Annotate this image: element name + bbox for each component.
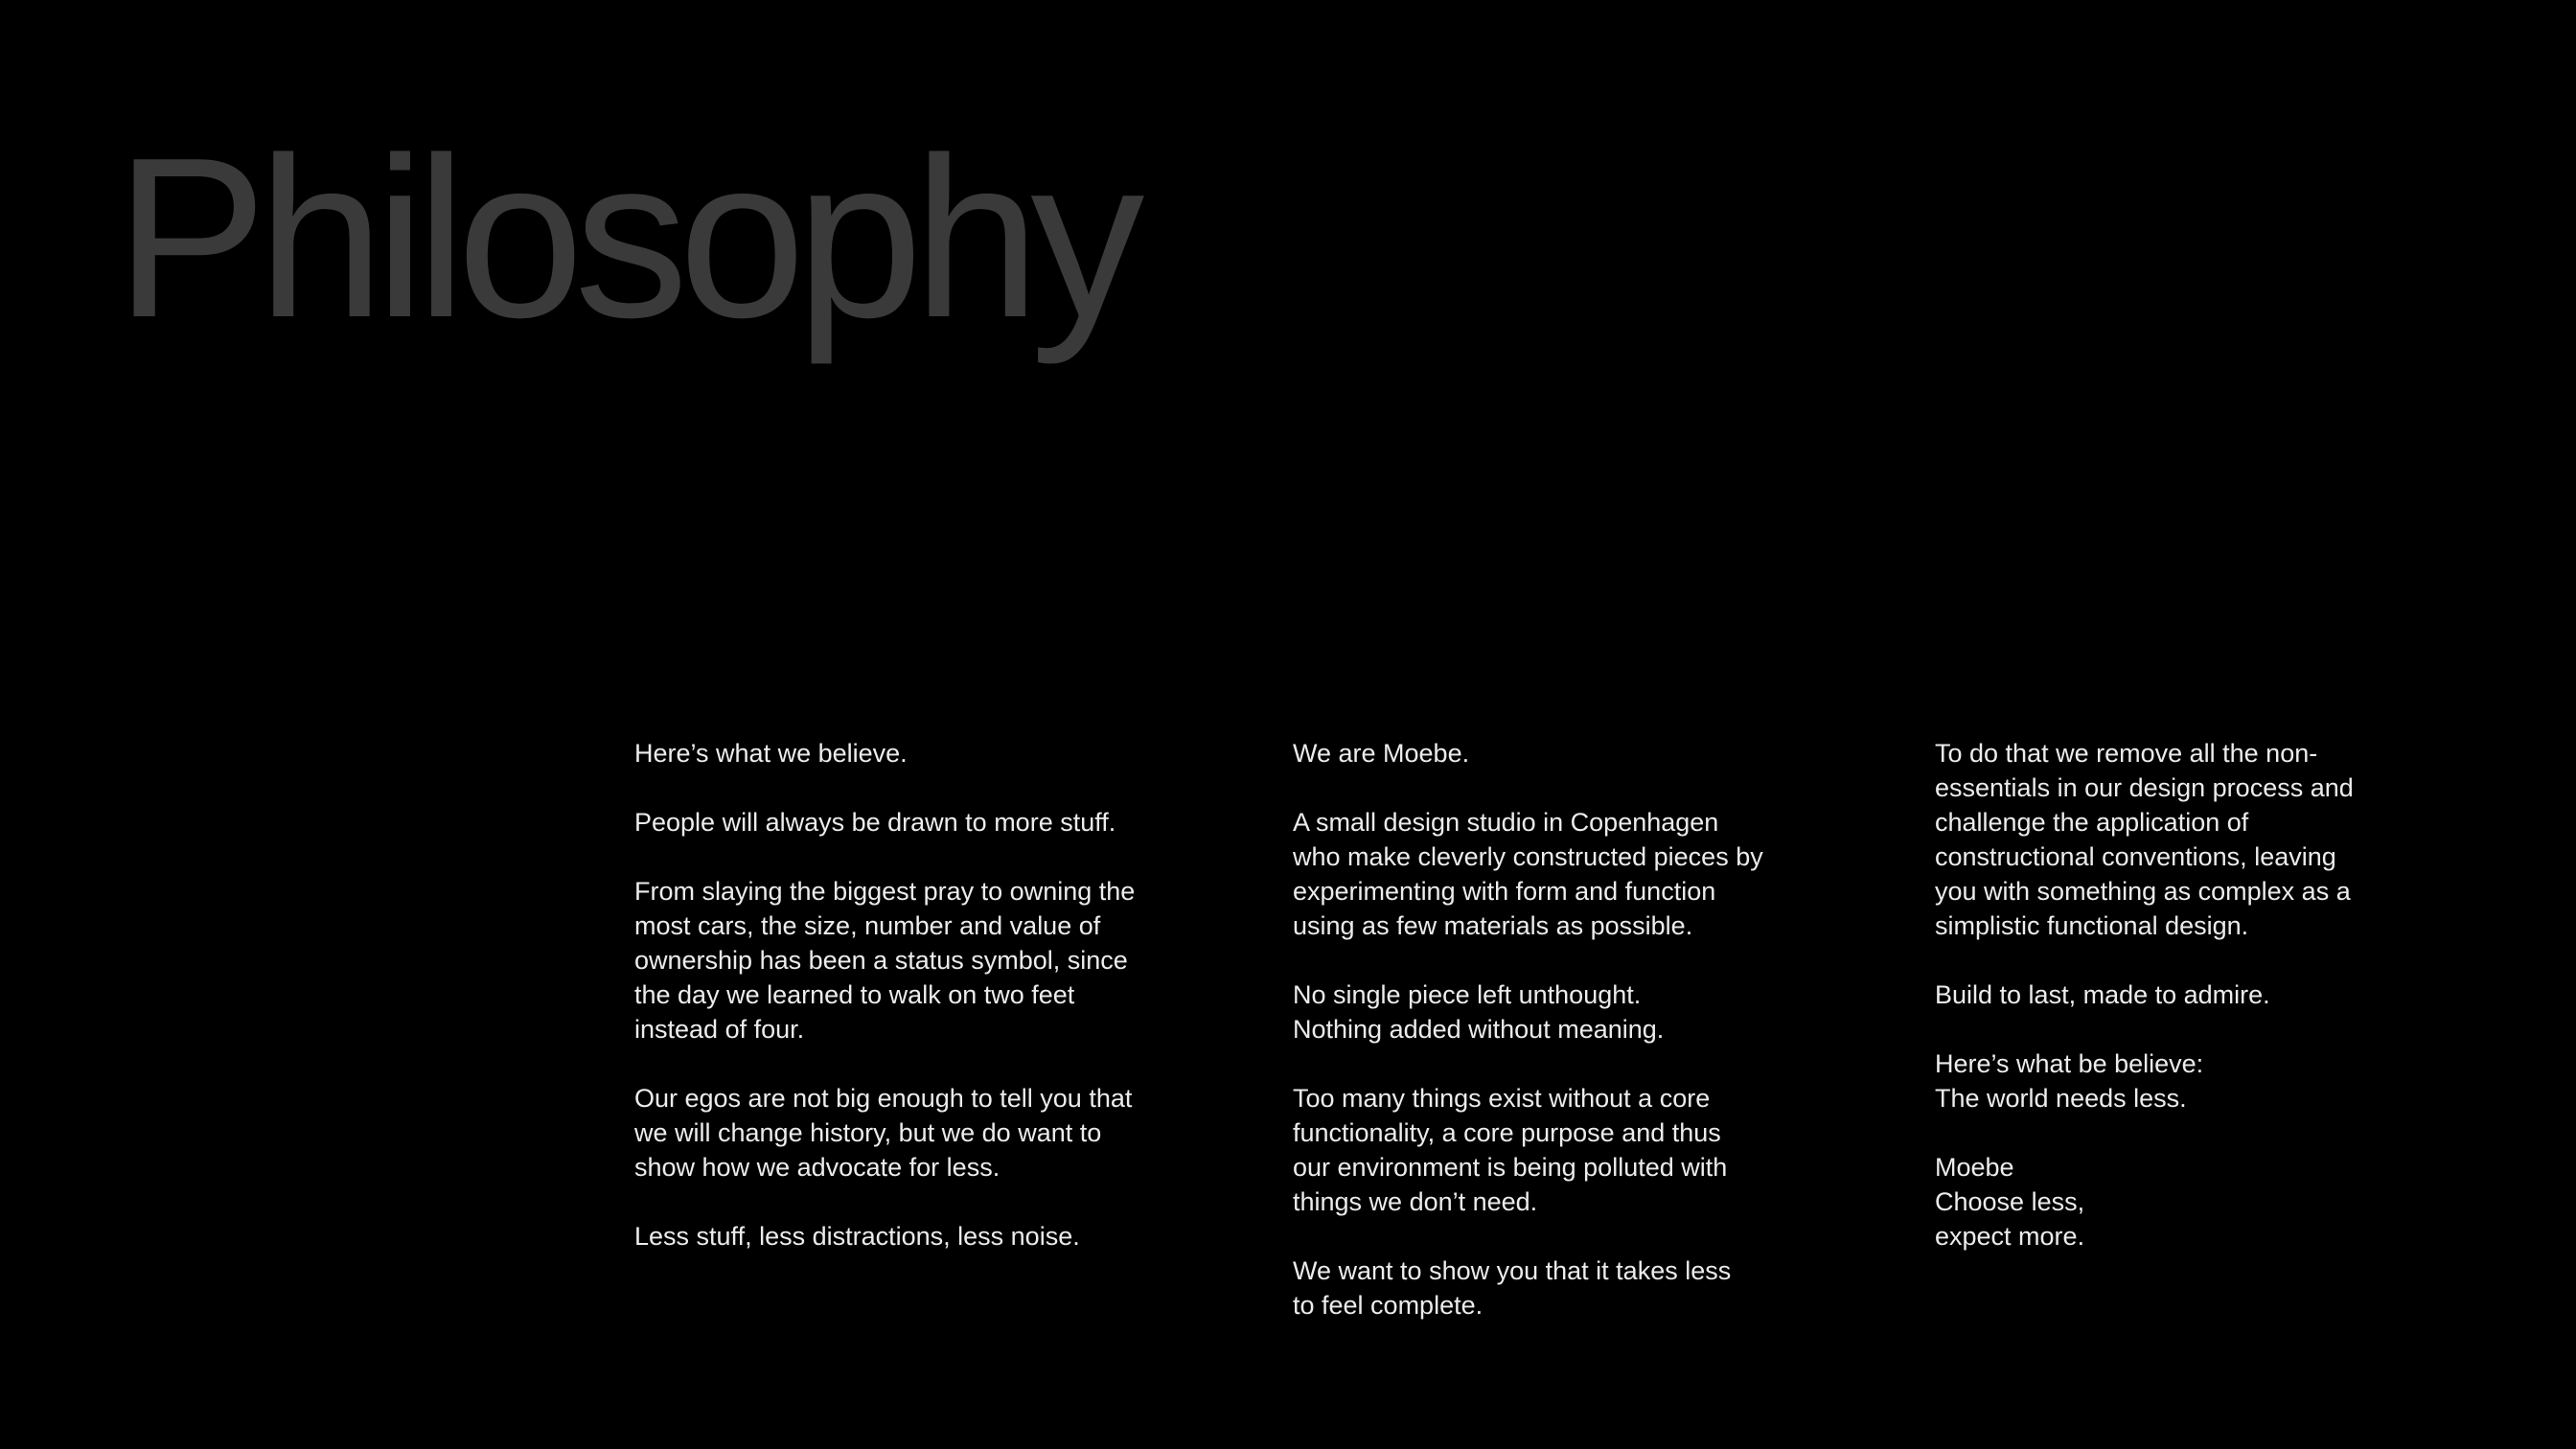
paragraph-line: things we don’t need.: [1293, 1187, 1538, 1216]
paragraph-line: ownership has been a status symbol, since: [634, 946, 1128, 975]
paragraph-line: instead of four.: [634, 1015, 805, 1044]
paragraph: [1293, 978, 1829, 1046]
paragraph-line: Our egos are not big enough to tell you that: [634, 1084, 1133, 1113]
paragraph-line: Moebe: [1935, 1153, 2014, 1182]
text-column-3: [1935, 736, 2414, 1288]
paragraph-line: From slaying the biggest pray to owning the: [634, 877, 1136, 906]
paragraph-line: To do that we remove all the non-: [1935, 739, 2318, 768]
paragraph: [634, 805, 1171, 840]
paragraph-line: we will change history, but we do want to: [634, 1118, 1102, 1147]
text-column-2: [1293, 736, 1829, 1357]
paragraph: [634, 736, 1171, 770]
paragraph-line: We are Moebe.: [1293, 739, 1470, 768]
paragraph-line: challenge the application of: [1935, 808, 2249, 837]
paragraph: [1293, 1081, 1829, 1219]
paragraph-line: show how we advocate for less.: [634, 1153, 1000, 1182]
paragraph-line: functionality, a core purpose and thus: [1293, 1118, 1721, 1147]
paragraph-line: experimenting with form and function: [1293, 877, 1716, 906]
paragraph-line: Build to last, made to admire.: [1935, 980, 2270, 1009]
paragraph-line: our environment is being polluted with: [1293, 1153, 1728, 1182]
paragraph-line: most cars, the size, number and value of: [634, 911, 1101, 940]
paragraph-line: We want to show you that it takes less: [1293, 1256, 1732, 1285]
paragraph: [1935, 736, 2414, 943]
paragraph-line: People will always be drawn to more stuff.: [634, 808, 1116, 837]
paragraph-line: you with something as complex as a: [1935, 877, 2351, 906]
paragraph-line: Here’s what be believe:: [1935, 1049, 2204, 1078]
paragraph: [1935, 1046, 2414, 1116]
paragraph-line: simplistic functional design.: [1935, 911, 2249, 940]
paragraph: [634, 1219, 1171, 1254]
paragraph-line: Too many things exist without a core: [1293, 1084, 1711, 1113]
paragraph: [634, 874, 1171, 1046]
paragraph-line: Here’s what we believe.: [634, 739, 908, 768]
paragraph: [1293, 1254, 1829, 1322]
page-title: Philosophy: [115, 111, 1136, 365]
paragraph-line: to feel complete.: [1293, 1291, 1484, 1320]
paragraph: [1935, 978, 2414, 1012]
paragraph-line: A small design studio in Copenhagen: [1293, 808, 1719, 837]
paragraph-line: using as few materials as possible.: [1293, 911, 1693, 940]
paragraph: [1935, 1150, 2414, 1254]
paragraph-line: expect more.: [1935, 1222, 2085, 1251]
paragraph-line: Less stuff, less distractions, less noise.: [634, 1222, 1080, 1251]
paragraph-line: Nothing added without meaning.: [1293, 1015, 1665, 1044]
text-column-1: [634, 736, 1171, 1288]
paragraph-line: No single piece left unthought.: [1293, 980, 1642, 1009]
paragraph-line: Choose less,: [1935, 1187, 2085, 1216]
paragraph: [1293, 805, 1829, 943]
paragraph: [634, 1081, 1171, 1184]
paragraph-line: essentials in our design process and: [1935, 773, 2354, 802]
paragraph-line: who make cleverly constructed pieces by: [1293, 842, 1763, 871]
paragraph-line: the day we learned to walk on two feet: [634, 980, 1075, 1009]
paragraph-line: The world needs less.: [1935, 1084, 2187, 1113]
paragraph: [1293, 736, 1829, 770]
paragraph-line: constructional conventions, leaving: [1935, 842, 2336, 871]
